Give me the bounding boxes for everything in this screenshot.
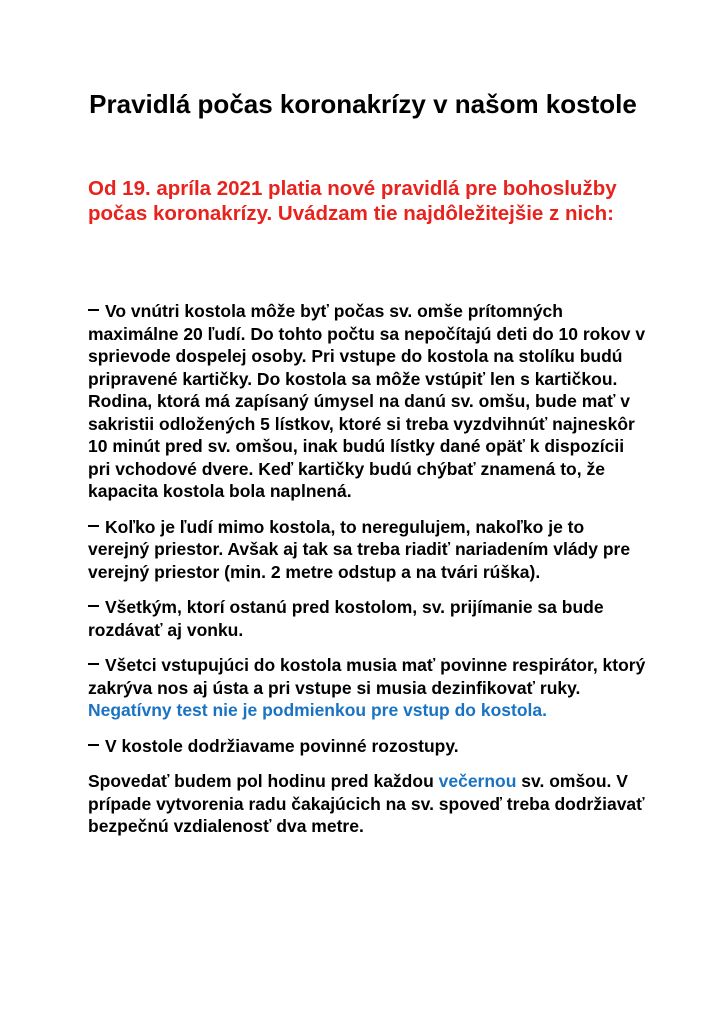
page-title: Pravidlá počas koronakrízy v našom kostole [89,89,637,119]
rule-item [88,516,648,584]
confession-highlight-text: večernou [438,771,517,791]
rule-text: Vo vnútri kostola môže byť počas sv. omše prítomných maximálne 20 ľudí. Do tohto počtu sa nepočítajú deti do 10 rokov v sprievode dospelej osoby. Pri vstupe do kostola na stolíku budú pripravené kartičky. Do kostola sa môže vstúpiť len s kartičkou. Rodina, ktorá má zapísaný úmysel na danú sv. omšu, bude mať v sakristii odložených 5 lístkov, ktoré si treba vyzdvihnúť najneskôr 10 minút pred sv. omšou, inak budú lístky dané opäť k dispozícii pri vchodové dvere. Keď kartičky budú chýbať znamená to, že kapacita kostola bola naplnená. [88,301,646,501]
rule-item [88,654,648,722]
rule-item [88,596,648,641]
rule-text: V kostole dodržiavame povinné rozostupy. [105,735,459,756]
rules-list [88,300,648,851]
rule-item [88,300,648,503]
confession-paragraph [88,770,648,838]
rule-text: Všetci vstupujúci do kostola musia mať povinne respirátor, ktorý zakrýva nos aj ústa a pri vstupe si musia dezinfikovať ruky. [88,655,646,698]
dash-bullet [88,605,99,607]
dash-bullet [88,525,99,527]
dash-bullet [88,663,99,665]
rule-highlight-text: Negatívny test nie je podmienkou pre vstup do kostola. [88,700,547,720]
intro-text: Od 19. apríla 2021 platia nové pravidlá pre bohoslužby počas koronakrízy. Uvádzam tie najdôležitejšie z nich: [88,177,617,225]
rule-item [88,735,648,758]
dash-bullet [88,744,99,746]
confession-text-before: Spovedať budem pol hodinu pred každou [88,771,439,791]
rule-text: Všetkým, ktorí ostanú pred kostolom, sv. prijímanie sa bude rozdávať aj vonku. [88,597,604,640]
rule-text: Koľko je ľudí mimo kostola, to neregulujem, nakoľko je to verejný priestor. Avšak aj tak sa treba riadiť nariadením vlády pre verejný priestor (min. 2 metre odstup a na tvári rúška). [88,516,631,582]
dash-bullet [88,309,99,311]
confession-text-after: sv. omšou. V prípade vytvorenia radu čakajúcich na sv. spoveď treba dodržiavať bezpečnú vzdialenosť dva metre. [88,771,645,836]
